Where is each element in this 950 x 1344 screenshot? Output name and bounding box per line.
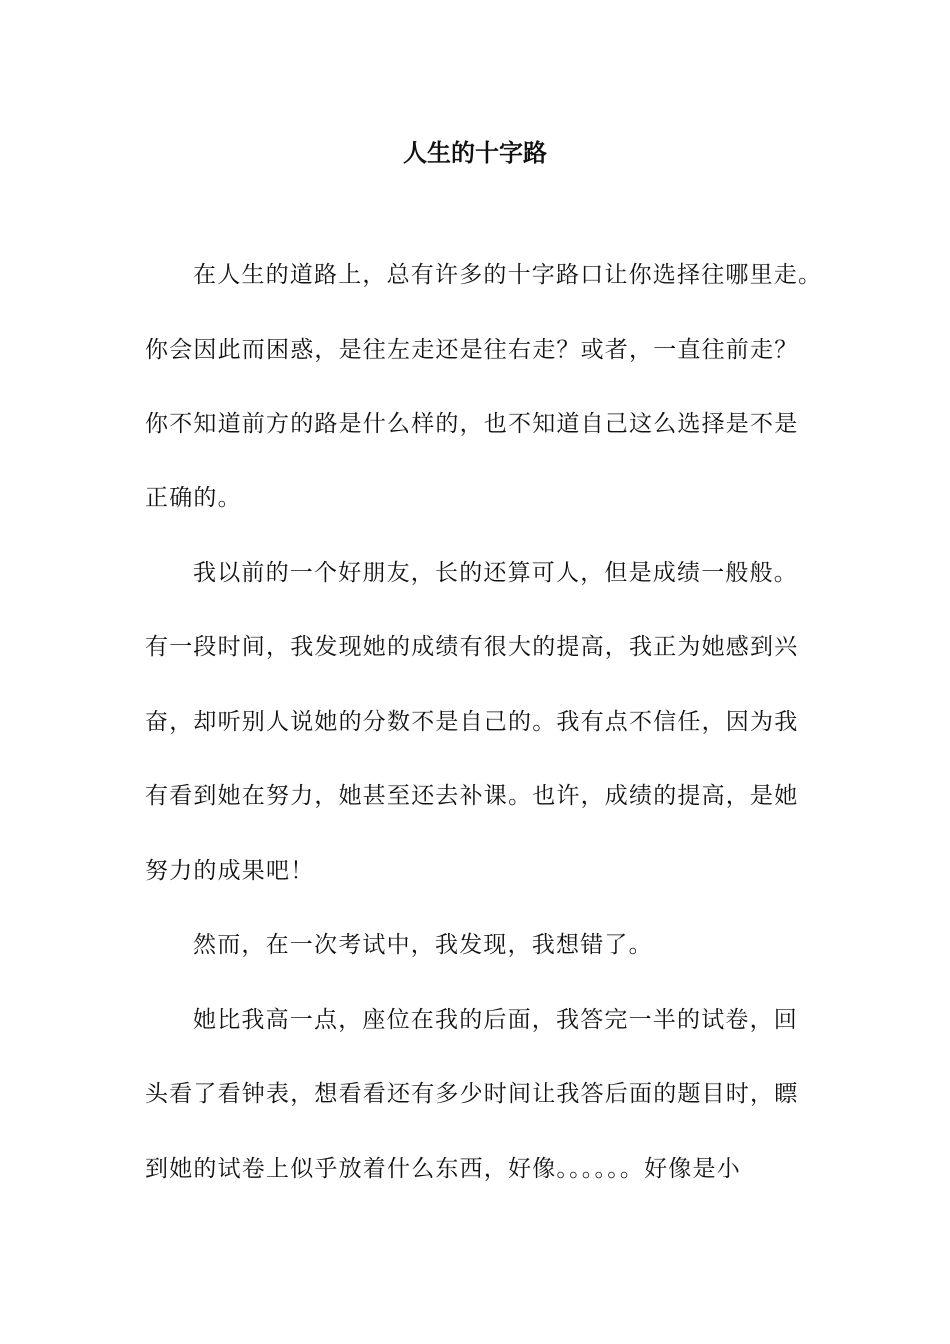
text-line: 有看到她在努力，她甚至还去补课。也许，成绩的提高，是她 <box>145 783 799 809</box>
text-line: 然而，在一次考试中，我发现，我想错了。 <box>193 932 653 958</box>
text-line: 在人生的道路上，总有许多的十字路口让你选择往哪里走。 <box>193 262 823 288</box>
text-line: 努力的成果吧！ <box>145 858 315 884</box>
text-line: 你会因此而困惑，是往左走还是往右走？或者，一直往前走？ <box>145 337 799 363</box>
document-title: 人生的十字路 <box>403 138 547 167</box>
text-line: 奋，却听别人说她的分数不是自己的。我有点不信任，因为我 <box>145 709 799 735</box>
text-line: 有一段时间，我发现她的成绩有很大的提高，我正为她感到兴 <box>145 634 799 660</box>
text-line: 你不知道前方的路是什么样的，也不知道自己这么选择是不是 <box>145 411 799 437</box>
text-line: 到她的试卷上似乎放着什么东西，好像。。。。。。好像是小 <box>145 1156 741 1182</box>
text-line: 正确的。 <box>145 485 242 511</box>
text-line: 她比我高一点，座位在我的后面，我答完一半的试卷，回 <box>193 1007 798 1033</box>
text-line: 我以前的一个好朋友，长的还算可人，但是成绩一般般。 <box>193 560 798 586</box>
text-line: 头看了看钟表，想看看还有多少时间让我答后面的题目时，瞟 <box>145 1081 799 1107</box>
